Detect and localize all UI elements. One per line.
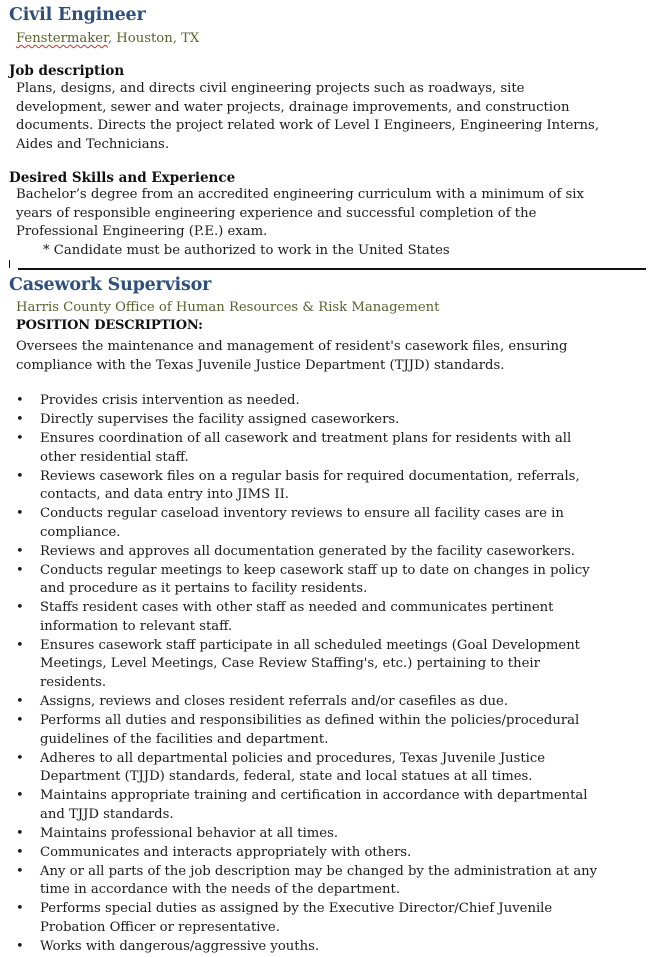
bullet-icon: •	[16, 600, 24, 616]
job2-duties-list	[0, 392, 640, 957]
bullet-icon: •	[16, 938, 24, 954]
bullet-icon: •	[16, 713, 24, 728]
job2-summary: Oversees the maintenance and management of resident's casework files, ensuring compliance with the Texas Juvenile Justice Department (TJJD) standards.	[16, 339, 568, 373]
duty-list-item	[0, 900, 640, 937]
duty-list-item	[0, 505, 640, 542]
duty-text: Maintains professional behavior at all times.	[40, 825, 339, 841]
bullet-icon: •	[16, 562, 24, 578]
duty-list-item	[0, 863, 640, 900]
job1-skills-heading: Desired Skills and Experience	[9, 170, 236, 186]
job1-description-heading: Job description	[9, 63, 125, 79]
bullet-icon: •	[16, 750, 24, 766]
bullet-icon: •	[16, 543, 24, 559]
duty-list-item	[0, 468, 640, 505]
duty-text: Adheres to all departmental policies and procedures, Texas Juvenile Justice Department (TJJD) standards, federal, state and local statues at all times.	[40, 750, 546, 785]
duty-text: Conducts regular caseload inventory reviews to ensure all facility cases are in compliance.	[40, 506, 564, 540]
duty-text: Ensures coordination of all casework and treatment plans for residents with all other residential staff.	[40, 430, 572, 465]
duty-text: Reviews and approves all documentation generated by the facility caseworkers.	[40, 543, 575, 559]
job2-title: Casework Supervisor	[9, 275, 212, 295]
duty-list-item	[0, 693, 640, 712]
job1-company	[16, 30, 199, 49]
job2-position-heading: POSITION DESCRIPTION:	[16, 318, 203, 333]
duty-list-item	[0, 392, 640, 411]
duty-text: Staffs resident cases with other staff as needed and communicates pertinent information to relevant staff.	[40, 600, 554, 634]
job2-company: Harris County Office of Human Resources & Risk Management	[16, 300, 440, 315]
duty-text: Provides crisis intervention as needed.	[40, 393, 300, 408]
duty-list-item	[0, 637, 640, 693]
duty-text: Directly supervises the facility assigned caseworkers.	[40, 411, 400, 427]
duty-text: Ensures casework staff participate in all scheduled meetings (Goal Development Meetings, Level Meetings, Case Review Staffing's, etc.) pertaining to their residents.	[40, 637, 580, 691]
duty-text: Reviews casework files on a regular basis for required documentation, referrals, contacts, and data entry into JIMS II.	[40, 468, 580, 503]
section-divider	[18, 268, 646, 270]
bullet-icon: •	[16, 788, 24, 804]
duty-list-item	[0, 411, 640, 430]
duty-text: Any or all parts of the job description may be changed by the administration at any time in accordance with the needs of the department.	[40, 863, 598, 898]
duty-list-item	[0, 543, 640, 562]
duty-list-item	[0, 787, 640, 824]
duty-text: Performs special duties as assigned by the Executive Director/Chief Juvenile Probation Officer or representative.	[40, 901, 553, 935]
bullet-icon: •	[16, 411, 24, 427]
duty-text: Conducts regular meetings to keep casework staff up to date on changes in policy and procedure as it pertains to facility residents.	[40, 562, 590, 597]
job1-company-name: Fenstermaker	[16, 31, 108, 46]
bullet-icon: •	[16, 863, 24, 879]
duty-text: Assigns, reviews and closes resident referrals and/or casefiles as due.	[40, 694, 509, 710]
bullet-icon: •	[16, 393, 24, 408]
duty-list-item	[0, 562, 640, 599]
bullet-icon: •	[16, 506, 24, 522]
bullet-icon: •	[16, 694, 24, 710]
bullet-icon: •	[16, 468, 24, 484]
duty-list-item	[0, 844, 640, 863]
duty-text: Communicates and interacts appropriately with others.	[40, 844, 412, 860]
duty-list-item	[0, 599, 640, 636]
duty-list-item	[0, 430, 640, 467]
duty-list-item	[0, 750, 640, 787]
duty-list-item	[0, 825, 640, 844]
duty-list-item	[0, 712, 640, 749]
duty-list-item	[0, 938, 640, 957]
bullet-icon: •	[16, 901, 24, 917]
bullet-icon: •	[16, 637, 24, 653]
duty-text: Performs all duties and responsibilities as defined within the policies/procedural guidelines of the facilities and department.	[40, 713, 580, 747]
bullet-icon: •	[16, 825, 24, 841]
job1-skills: Bachelor’s degree from an accredited engineering curriculum with a minimum of six years of responsible engineering experience and successful completion of the Professional Engineering (P.E.) exam.	[16, 187, 584, 240]
duty-text: Maintains appropriate training and certification in accordance with departmental and TJJD standards.	[40, 788, 588, 822]
bullet-icon: •	[16, 430, 24, 446]
job1-title: Civil Engineer	[9, 5, 146, 25]
duty-text: Works with dangerous/aggressive youths.	[40, 938, 320, 954]
text-cursor	[9, 260, 10, 268]
job1-authorization-note: * Candidate must be authorized to work in the United States	[43, 243, 450, 258]
job1-company-location: , Houston, TX	[107, 31, 200, 46]
job1-description: Plans, designs, and directs civil engineering projects such as roadways, site development, sewer and water projects, drainage improvements, and construction documents. Directs the project related work of Level I Engineers, Engineering Interns, Aides and Technicians.	[16, 81, 600, 152]
bullet-icon: •	[16, 844, 24, 860]
